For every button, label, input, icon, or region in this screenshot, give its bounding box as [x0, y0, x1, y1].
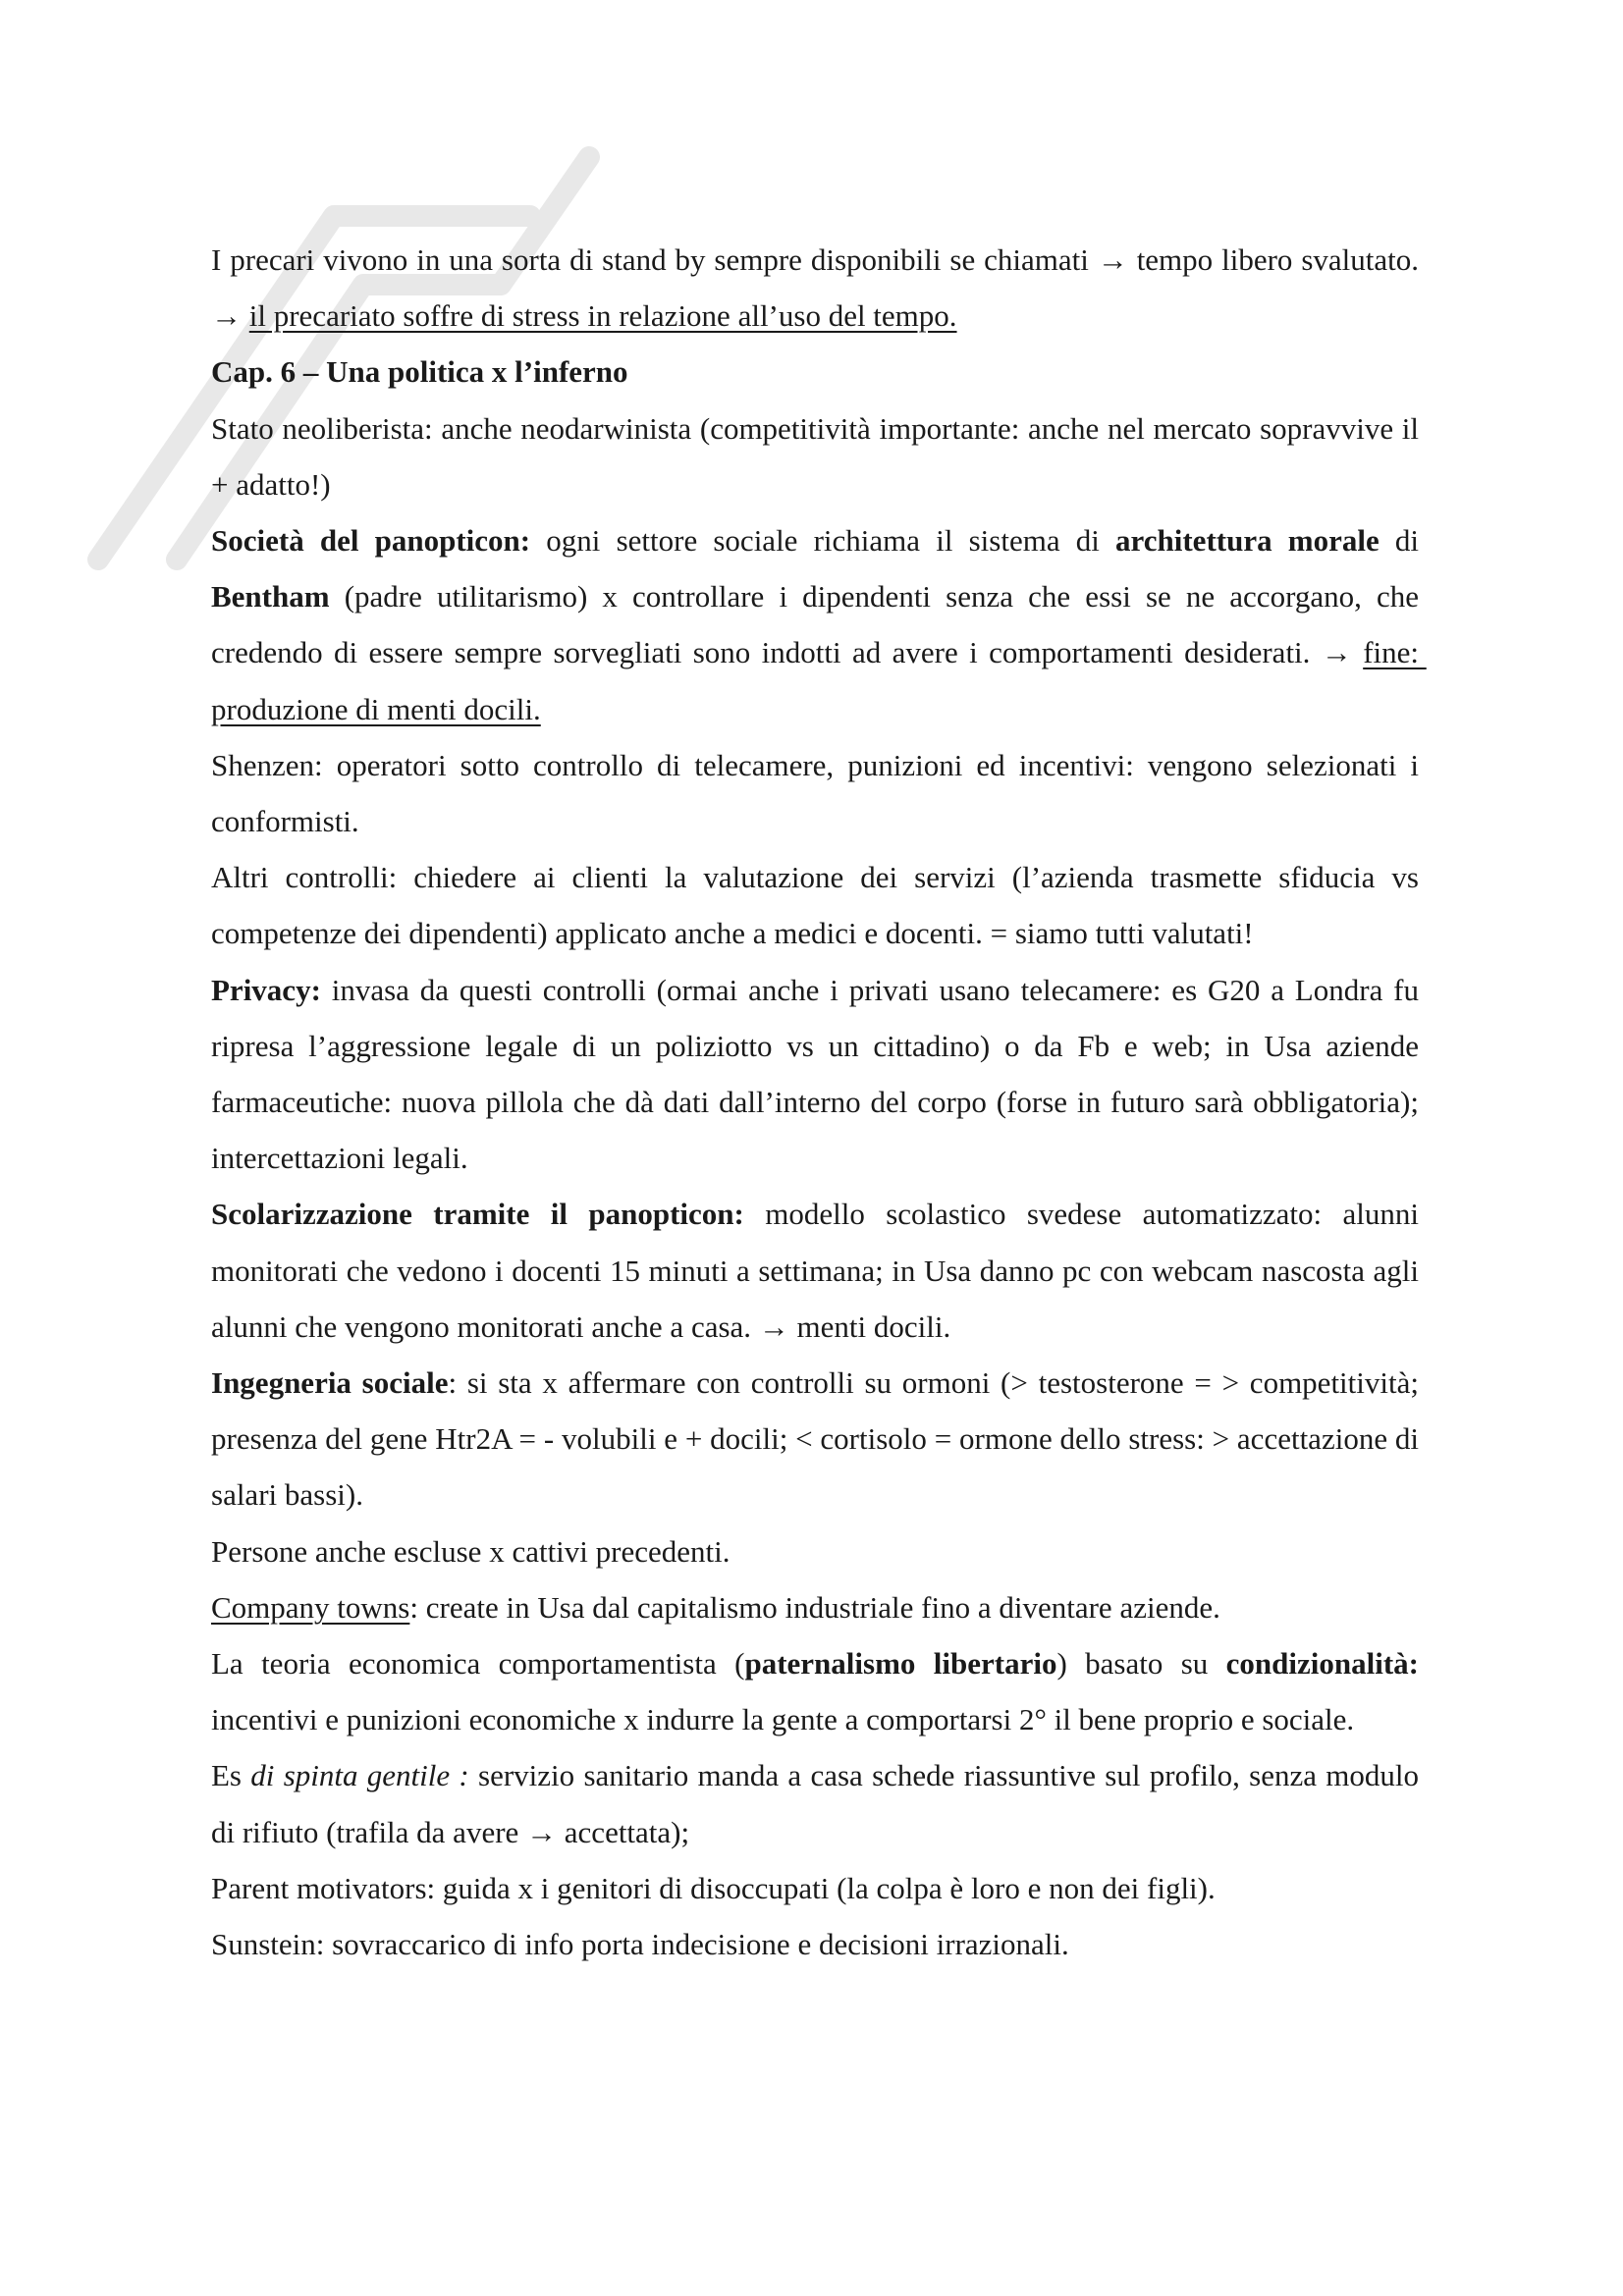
bold-text: Privacy: [211, 972, 321, 1007]
text: Altri controlli: chiedere ai clienti la valutazione dei servizi (l’azienda trasmette sfiducia vs competenze dei dipendenti) applicato anche a medici e docenti. = siamo tutti valutati! [211, 860, 1427, 951]
bold-text: Bentham [211, 579, 330, 614]
bold-text: Società del panopticon: [211, 523, 531, 559]
text: I precari vivono in una sorta di stand by sempre disponibili se chiamati → tempo libero svalutato. → [211, 242, 1427, 334]
paragraph [211, 1916, 1419, 1972]
underlined-text: il precariato soffre di stress in relazione all’uso del tempo. [248, 298, 957, 334]
text: servizio sanitario manda a casa schede riassuntive sul profilo, senza modulo di rifiuto (trafila da avere → accettata); [211, 1758, 1427, 1849]
text: La teoria economica comportamentista ( [211, 1646, 745, 1682]
text: incentivi e punizioni economiche x indurre la gente a comportarsi 2° il bene proprio e sociale. [211, 1646, 1427, 1737]
bold-text: architettura morale [1115, 523, 1380, 559]
text: : create in Usa dal capitalismo industriale fino a diventare aziende. [409, 1589, 1220, 1625]
text: ) basato su [1056, 1646, 1226, 1682]
bold-text: Cap. 6 – Una politica x l’inferno [211, 354, 628, 390]
bold-text: Scolarizzazione tramite il panopticon: [211, 1197, 744, 1232]
paragraph [211, 1523, 1419, 1579]
text: Shenzen: operatori sotto controllo di telecamere, punizioni ed incentivi: vengono selezionati i conformisti. [211, 747, 1427, 839]
paragraph [211, 1860, 1419, 1916]
paragraph [211, 232, 1427, 344]
text: Es [211, 1758, 251, 1793]
paragraph [211, 1635, 1427, 1747]
text: invasa da questi controlli (ormai anche i privati usano telecamere: es G20 a Londra fu ripresa l’aggressione legale di un poliziotto vs un cittadino) o da Fb e web; in Usa aziende farmaceutiche: nuova pillola che dà dati dall’interno del corpo (forse in futuro sarà obbligatoria); intercettazioni legali. [211, 972, 1427, 1176]
text: Stato neoliberista: anche neodarwinista (competitività importante: anche nel mercato sopravvive il + adatto!) [211, 410, 1427, 502]
bold-text: paternalismo libertario [744, 1646, 1057, 1682]
text: (padre utilitarismo) x controllare i dipendenti senza che essi se ne accorgano, che credendo di essere sempre sorvegliati sono indotti ad avere i comportamenti desiderati. → [211, 579, 1427, 670]
paragraph [211, 344, 1419, 400]
bold-text: condizionalità: [1225, 1646, 1419, 1682]
text: Persone anche escluse x cattivi precedenti. [211, 1533, 730, 1569]
paragraph [211, 1747, 1427, 1859]
paragraph [211, 1579, 1419, 1635]
text: : si sta x affermare con controlli su ormoni (> testosterone = > competitività; presenza del gene Htr2A = - volubili e + docili; < cortisolo = ormone dello stress: > accettazione di salari bassi). [211, 1365, 1427, 1513]
italic-text: di spinta gentile : [250, 1758, 469, 1793]
bold-text: Ingegneria sociale [211, 1365, 449, 1401]
text: Sunstein: sovraccarico di info porta indecisione e decisioni irrazionali. [211, 1927, 1069, 1962]
document-body [211, 232, 1427, 1972]
text: modello scolastico svedese automatizzato: alunni monitorati che vedono i docenti 15 minuti a settimana; in Usa danno pc con webcam nascosta agli alunni che vengono monitorati anche a casa. → menti docili. [211, 1197, 1427, 1344]
text: di [1379, 523, 1427, 559]
paragraph [211, 849, 1427, 961]
paragraph [211, 737, 1427, 849]
underlined-text: Company towns [211, 1589, 410, 1625]
paragraph [211, 1186, 1427, 1355]
paragraph [211, 512, 1427, 737]
text: Parent motivators: guida x i genitori di disoccupati (la colpa è loro e non dei figli). [211, 1870, 1216, 1905]
paragraph [211, 1355, 1427, 1523]
paragraph [211, 962, 1427, 1187]
paragraph [211, 400, 1427, 512]
underlined-text: fine: produzione di menti docili. [211, 635, 1427, 726]
text: ogni settore sociale richiama il sistema di [530, 523, 1116, 559]
